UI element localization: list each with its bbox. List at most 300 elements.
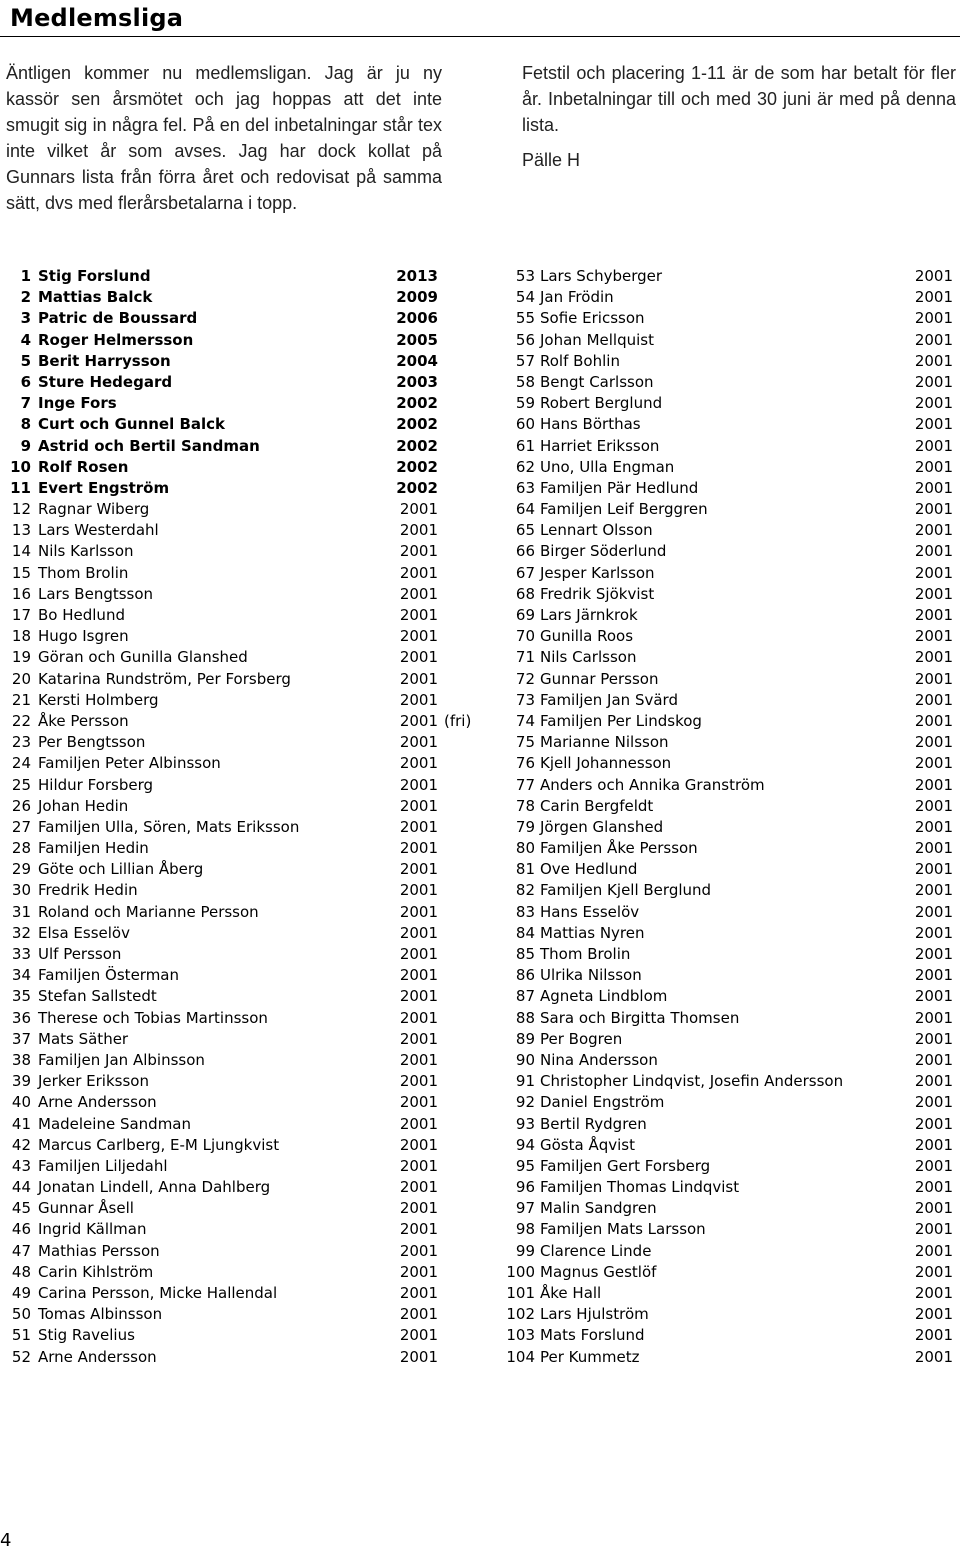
member-row [497, 1092, 960, 1113]
member-name: Curt och Gunnel Balck [38, 415, 226, 434]
member-row [497, 1029, 960, 1050]
member-row [0, 351, 480, 372]
member-name: Lars Bengtsson [38, 584, 154, 603]
member-name: Thom Brolin [38, 563, 129, 582]
member-row [0, 436, 480, 457]
member-name: Lars Westerdahl [38, 521, 159, 540]
member-name: Malin Sandgren [540, 1199, 657, 1218]
member-year: 2009 [396, 288, 438, 307]
member-row [497, 1262, 960, 1283]
member-year: 2001 [399, 500, 438, 519]
member-rank: 77 [515, 775, 535, 794]
member-name: Mats Forslund [540, 1326, 645, 1345]
member-name: Anders och Annika Granström [540, 775, 765, 794]
member-row [0, 965, 480, 986]
member-rank: 103 [506, 1326, 535, 1345]
member-name: Familjen Jan Svärd [540, 690, 678, 709]
member-name: Familjen Gert Forsberg [540, 1156, 711, 1175]
member-year: 2001 [399, 902, 438, 921]
member-row [0, 1156, 480, 1177]
member-year: 2001 [399, 860, 438, 879]
member-rank: 79 [515, 817, 535, 836]
member-year: 2001 [914, 923, 953, 942]
member-year: 2001 [914, 457, 953, 476]
member-name: Stig Ravelius [38, 1326, 135, 1345]
member-year: 2001 [399, 1050, 438, 1069]
member-rank: 98 [515, 1220, 535, 1239]
member-year: 2001 [399, 1220, 438, 1239]
member-year: 2001 [914, 415, 953, 434]
member-rank: 74 [515, 711, 535, 730]
member-rank: 14 [11, 542, 31, 561]
member-year: 2001 [399, 669, 438, 688]
member-name: Ove Hedlund [540, 860, 638, 879]
member-row [0, 753, 480, 774]
member-year: 2001 [914, 1241, 953, 1260]
member-rank: 9 [20, 436, 31, 455]
member-rank: 11 [10, 478, 31, 497]
member-year: 2001 [914, 1072, 953, 1091]
member-row [0, 414, 480, 435]
member-name: Evert Engström [38, 478, 170, 497]
member-rank: 2 [20, 288, 31, 307]
member-name: Familjen Kjell Berglund [540, 881, 712, 900]
member-rank: 78 [515, 796, 535, 815]
member-row [497, 393, 960, 414]
member-year: 2013 [396, 267, 438, 285]
member-list-right [497, 266, 960, 1368]
member-row [0, 1304, 480, 1325]
member-row [497, 1198, 960, 1219]
member-row [497, 944, 960, 965]
member-name: Inge Fors [38, 394, 117, 413]
member-year: 2001 [914, 775, 953, 794]
member-year: 2001 [914, 1029, 953, 1048]
member-year: 2001 [914, 1156, 953, 1175]
member-year: 2001 [399, 1072, 438, 1091]
member-rank: 47 [11, 1241, 31, 1260]
member-row [497, 1071, 960, 1092]
member-year: 2001 [399, 1326, 438, 1345]
member-row [0, 1071, 480, 1092]
member-rank: 3 [20, 309, 31, 328]
member-row [497, 436, 960, 457]
member-year: 2001 [914, 309, 953, 328]
member-rank: 86 [515, 966, 535, 985]
member-name: Per Kummetz [540, 1347, 640, 1366]
member-year: 2001 [914, 945, 953, 963]
member-year: 2001 [399, 1262, 438, 1281]
member-row [497, 414, 960, 435]
member-row [0, 1219, 480, 1240]
member-rank: 20 [11, 669, 31, 688]
member-year: 2001 [914, 1008, 953, 1027]
member-name: Per Bengtsson [38, 733, 146, 752]
member-year: 2001 [399, 1178, 438, 1197]
member-rank: 87 [515, 987, 535, 1006]
member-year: 2001 [914, 563, 953, 582]
member-rank: 45 [11, 1199, 31, 1218]
member-rank: 66 [515, 542, 535, 561]
member-rank: 6 [20, 372, 31, 391]
member-rank: 43 [11, 1156, 31, 1175]
member-name: Lars Järnkrok [540, 606, 638, 624]
member-name: Jesper Karlsson [540, 563, 655, 582]
legend-paragraph: Fetstil och placering 1-11 är de som har betalt för fler år. Inbetalningar till och med 30 juni är med på denna lista. [522, 63, 956, 135]
member-rank: 58 [515, 372, 535, 391]
member-row [497, 796, 960, 817]
member-name: Astrid och Bertil Sandman [38, 436, 260, 455]
member-year: 2001 [399, 690, 438, 709]
member-rank: 10 [10, 457, 31, 476]
member-rank: 70 [515, 627, 535, 646]
member-year: 2001 [914, 881, 953, 900]
member-name: Carin Kihlström [38, 1262, 154, 1281]
member-year: 2004 [396, 351, 438, 370]
member-rank: 15 [11, 563, 31, 582]
member-row [0, 541, 480, 562]
member-year: 2002 [396, 436, 438, 455]
member-name: Johan Mellquist [540, 330, 654, 349]
intro-paragraph: Äntligen kommer nu medlemsligan. Jag är ju ny kassör sen årsmötet och jag hoppas att det inte smugit sig in några fel. På en del inbetalningar står tex inte vilket år som avses. Jag har dock kollat på Gunnars lista från förra året och redovisat på samma sätt, dvs med flerårsbetalarna i topp. [6, 63, 442, 213]
member-year: 2001 [399, 817, 438, 836]
member-name: Familjen Peter Albinsson [38, 754, 221, 773]
member-name: Hans Börthas [540, 415, 641, 434]
member-rank: 72 [515, 669, 535, 688]
member-row [497, 880, 960, 901]
member-rank: 51 [11, 1326, 31, 1345]
member-row [497, 1135, 960, 1156]
member-name: Familjen Per Lindskog [540, 711, 702, 730]
member-row [0, 732, 480, 753]
member-row [0, 308, 480, 329]
member-row [0, 499, 480, 520]
member-row [0, 859, 480, 880]
member-row [497, 732, 960, 753]
member-rank: 68 [515, 584, 535, 603]
member-name: Mattias Balck [38, 288, 153, 307]
member-row [497, 457, 960, 478]
member-row [497, 1177, 960, 1198]
signature: Pälle H [522, 150, 581, 170]
member-year: 2001 [399, 966, 438, 985]
member-rank: 61 [515, 436, 535, 455]
member-year: 2001 [914, 902, 953, 921]
member-name: Arne Andersson [38, 1347, 157, 1366]
member-row [497, 986, 960, 1007]
member-row [497, 1156, 960, 1177]
member-rank: 102 [506, 1305, 535, 1324]
member-rank: 8 [20, 415, 31, 434]
member-row [497, 859, 960, 880]
member-rank: 19 [11, 648, 31, 667]
member-name: Familjen Pär Hedlund [540, 478, 699, 497]
member-row [497, 817, 960, 838]
member-name: Roger Helmersson [38, 330, 194, 349]
member-rank: 65 [515, 521, 535, 540]
member-name: Mats Säther [38, 1029, 129, 1048]
member-year: 2002 [396, 478, 438, 497]
member-name: Robert Berglund [540, 394, 663, 413]
member-name: Familjen Leif Berggren [540, 500, 708, 519]
member-name: Arne Andersson [38, 1093, 157, 1112]
member-name: Ulrika Nilsson [540, 966, 642, 985]
member-year: 2001 [914, 1199, 953, 1218]
member-rank: 23 [11, 733, 31, 752]
member-name: Nina Andersson [540, 1050, 658, 1069]
member-name: Familjen Österman [38, 966, 180, 985]
member-row [0, 711, 480, 732]
member-year: 2001 [914, 987, 953, 1006]
member-year: 2001 [399, 881, 438, 900]
member-name: Berit Harrysson [38, 351, 171, 370]
member-year: 2001 [914, 817, 953, 836]
member-name: Familjen Thomas Lindqvist [540, 1178, 740, 1197]
member-year: 2001 [914, 1262, 953, 1281]
member-rank: 59 [515, 394, 535, 413]
member-year: 2001 [399, 1241, 438, 1260]
member-row [497, 266, 960, 287]
member-rank: 37 [11, 1029, 31, 1048]
member-rank: 34 [11, 966, 31, 985]
member-row [0, 266, 480, 287]
member-row [0, 1347, 480, 1368]
member-row [0, 584, 480, 605]
member-rank: 94 [515, 1135, 535, 1154]
member-year: 2001 [914, 330, 953, 349]
member-rank: 32 [11, 923, 31, 942]
member-row [0, 520, 480, 541]
member-row [497, 690, 960, 711]
member-row [497, 711, 960, 732]
member-year: 2001 [914, 1284, 953, 1302]
member-name: Gunilla Roos [540, 627, 634, 646]
member-name: Christopher Lindqvist, Josefin Andersson [540, 1072, 844, 1091]
member-row [497, 1283, 960, 1304]
member-name: Tomas Albinsson [38, 1305, 163, 1324]
member-row [0, 393, 480, 414]
member-year: 2001 [914, 521, 953, 540]
member-row [0, 1325, 480, 1346]
member-row [0, 287, 480, 308]
member-name: Nils Carlsson [540, 648, 637, 667]
member-name: Fredrik Hedin [38, 881, 138, 900]
member-rank: 95 [515, 1156, 535, 1175]
member-row [497, 563, 960, 584]
member-rank: 80 [515, 839, 535, 858]
member-rank: 93 [515, 1114, 535, 1133]
member-name: Mattias Nyren [540, 923, 645, 942]
member-row [497, 902, 960, 923]
member-name: Bengt Carlsson [540, 372, 654, 391]
member-name: Familjen Hedin [38, 839, 149, 858]
member-row [0, 1135, 480, 1156]
member-year: 2001 [914, 711, 953, 730]
member-rank: 83 [515, 902, 535, 921]
member-year: 2001 [914, 1114, 953, 1133]
member-name: Harriet Eriksson [540, 436, 660, 455]
member-rank: 42 [11, 1135, 31, 1154]
member-year: 2001 [399, 987, 438, 1006]
member-name: Nils Karlsson [38, 542, 134, 561]
member-row [497, 1050, 960, 1071]
member-name: Ragnar Wiberg [38, 500, 150, 519]
member-year: 2001 [399, 521, 438, 540]
member-row [0, 330, 480, 351]
member-row [0, 478, 480, 499]
member-name: Patric de Boussard [38, 309, 198, 328]
member-year: 2001 [914, 1326, 953, 1345]
page-number: 4 [0, 1530, 12, 1551]
member-year: 2001 [399, 1135, 438, 1154]
member-name: Madeleine Sandman [38, 1114, 192, 1133]
member-name: Fredrik Sjökvist [540, 584, 655, 603]
member-name: Elsa Esselöv [38, 923, 130, 942]
member-name: Göran och Gunilla Glanshed [38, 648, 248, 667]
member-row [497, 669, 960, 690]
member-rank: 96 [515, 1178, 535, 1197]
member-name: Sofie Ericsson [540, 309, 645, 328]
member-row [0, 1114, 480, 1135]
member-name: Carina Persson, Micke Hallendal [38, 1284, 278, 1302]
member-rank: 16 [11, 584, 31, 603]
member-rank: 63 [515, 478, 535, 497]
page-title: Medlemsliga [10, 4, 184, 32]
member-name: Uno, Ulla Engman [540, 457, 675, 476]
member-year: 2001 [399, 1093, 438, 1112]
member-year: 2002 [396, 415, 438, 434]
member-year: 2001 [399, 754, 438, 773]
member-year: 2001 [399, 945, 438, 963]
member-name: Rolf Rosen [38, 457, 129, 476]
member-rank: 22 [11, 711, 31, 730]
member-year: 2001 [914, 394, 953, 413]
member-year: 2001 [399, 1029, 438, 1048]
member-name: Familjen Mats Larsson [540, 1220, 706, 1239]
member-rank: 30 [11, 881, 31, 900]
member-rank: 84 [515, 923, 535, 942]
member-name: Hildur Forsberg [38, 775, 154, 794]
member-row [497, 499, 960, 520]
member-row [497, 605, 960, 626]
member-name: Kersti Holmberg [38, 690, 159, 709]
member-row [0, 1092, 480, 1113]
member-row [497, 626, 960, 647]
member-year: 2001 [399, 1284, 438, 1302]
member-row [497, 351, 960, 372]
member-row [497, 478, 960, 499]
member-name: Sture Hedegard [38, 372, 173, 391]
member-rank: 13 [11, 521, 31, 540]
member-rank: 25 [11, 775, 31, 794]
member-year: 2002 [396, 394, 438, 413]
member-year: 2006 [396, 309, 438, 328]
member-rank: 53 [515, 267, 535, 285]
member-name: Lars Schyberger [540, 267, 663, 285]
member-row [0, 1262, 480, 1283]
member-name: Gunnar Åsell [38, 1199, 134, 1218]
member-name: Kjell Johannesson [540, 754, 672, 773]
member-year: 2001 [399, 1305, 438, 1324]
member-row [0, 1283, 480, 1304]
member-note: (fri) [444, 711, 472, 730]
member-name: Roland och Marianne Persson [38, 902, 259, 921]
member-year: 2001 [914, 860, 953, 879]
member-name: Familjen Åke Persson [540, 839, 698, 858]
member-name: Jonatan Lindell, Anna Dahlberg [38, 1178, 271, 1197]
member-name: Familjen Liljedahl [38, 1156, 168, 1175]
title-divider [0, 36, 960, 37]
member-rank: 57 [515, 351, 535, 370]
member-year: 2001 [914, 436, 953, 455]
member-year: 2001 [399, 1347, 438, 1366]
member-year: 2001 [914, 690, 953, 709]
member-name: Åke Hall [540, 1284, 602, 1302]
member-rank: 67 [515, 563, 535, 582]
member-row [497, 965, 960, 986]
member-year: 2001 [914, 733, 953, 752]
member-year: 2001 [914, 648, 953, 667]
member-name: Bo Hedlund [38, 606, 125, 624]
member-row [0, 796, 480, 817]
member-rank: 41 [11, 1114, 31, 1133]
member-year: 2001 [399, 923, 438, 942]
member-rank: 39 [11, 1072, 31, 1091]
member-row [0, 1177, 480, 1198]
member-rank: 64 [515, 500, 535, 519]
member-rank: 21 [11, 690, 31, 709]
member-rank: 35 [11, 987, 31, 1006]
member-year: 2005 [396, 330, 438, 349]
member-year: 2001 [914, 754, 953, 773]
member-year: 2001 [914, 627, 953, 646]
member-year: 2001 [399, 1156, 438, 1175]
member-year: 2003 [396, 372, 438, 391]
member-rank: 100 [506, 1262, 535, 1281]
member-rank: 24 [11, 754, 31, 773]
member-row [497, 775, 960, 796]
member-name: Birger Söderlund [540, 542, 667, 561]
member-name: Hugo Isgren [38, 627, 129, 646]
member-year: 2001 [914, 966, 953, 985]
member-year: 2001 [914, 1093, 953, 1112]
member-year: 2001 [399, 796, 438, 815]
member-rank: 38 [11, 1050, 31, 1069]
member-row [497, 838, 960, 859]
member-name: Stefan Sallstedt [38, 987, 157, 1006]
member-rank: 36 [11, 1008, 31, 1027]
member-year: 2001 [399, 627, 438, 646]
member-year: 2001 [914, 500, 953, 519]
member-rank: 92 [515, 1093, 535, 1112]
member-rank: 89 [515, 1029, 535, 1048]
member-year: 2001 [399, 542, 438, 561]
member-row [497, 330, 960, 351]
member-year: 2001 [914, 478, 953, 497]
member-rank: 88 [515, 1008, 535, 1027]
member-rank: 40 [11, 1093, 31, 1112]
member-row [0, 902, 480, 923]
member-row [497, 372, 960, 393]
member-rank: 28 [11, 839, 31, 858]
member-rank: 69 [515, 606, 535, 624]
member-year: 2001 [399, 733, 438, 752]
member-rank: 90 [515, 1050, 535, 1069]
member-row [0, 690, 480, 711]
member-name: Lars Hjulström [540, 1305, 649, 1324]
member-rank: 97 [515, 1199, 535, 1218]
member-name: Per Bogren [540, 1029, 623, 1048]
